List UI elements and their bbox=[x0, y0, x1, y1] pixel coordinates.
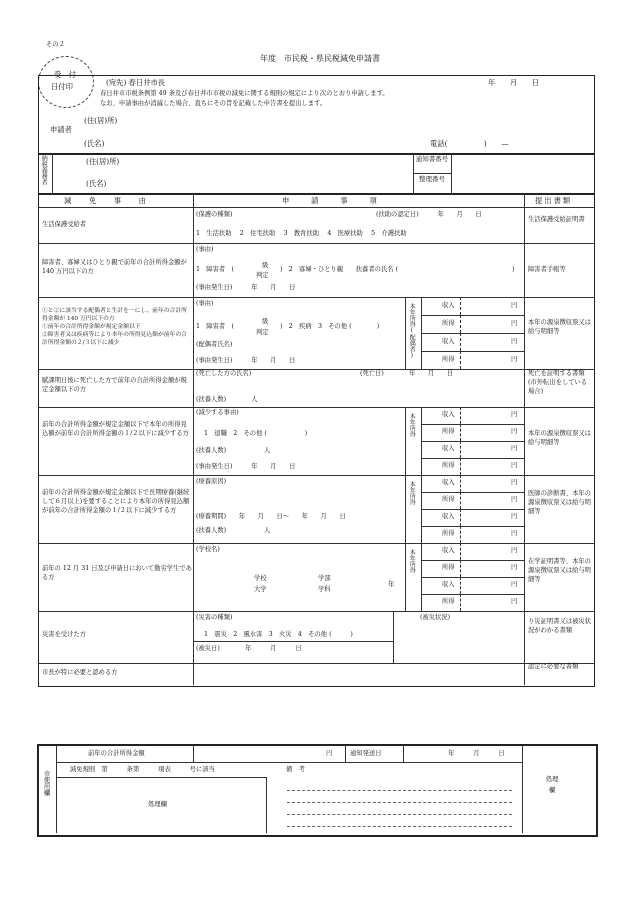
row6-docs: 医師の診断書、本年の源泉徴収票又は給与明細等 bbox=[528, 490, 591, 516]
row3-spouse-name: (配偶者氏名) bbox=[196, 341, 233, 348]
stamp-label-line1: 受 付 bbox=[54, 70, 76, 79]
yen-unit: 円 bbox=[511, 564, 518, 571]
row1-approval-date: (扶助の認定日) 年 月 日 bbox=[376, 211, 482, 218]
row2-docs: 障害者手帳等 bbox=[528, 266, 566, 273]
header-request: 申 請 事 項 bbox=[282, 196, 377, 205]
row8-damage-status: (被災状況) bbox=[420, 614, 451, 621]
addressee: (宛先) 春日井市長 bbox=[106, 78, 166, 87]
yen-unit: 円 bbox=[511, 513, 518, 520]
application-date: 年 月 日 bbox=[488, 78, 540, 87]
income-label: 収入 bbox=[442, 581, 455, 588]
earned-income-label: 所得 bbox=[442, 496, 455, 503]
income-label: 収入 bbox=[442, 479, 455, 486]
row8-options: 1 震災 2 風水害 3 火災 4 その他 ( ) bbox=[204, 631, 353, 638]
row6-reason: 前年の合計所得金額が規定金額以下で長期療養(継続して６月以上)を要することにより本年の所得見込額が前年の合計所得金額の１/２以下に減少する方 bbox=[42, 489, 190, 515]
yen-unit: 円 bbox=[511, 479, 518, 486]
earned-income-label: 所得 bbox=[442, 319, 455, 327]
row5-reason: 前年の合計所得金額が規定金額以下で本年の所得見込額が前年の合計所得金額の１/２以下に減少する方 bbox=[42, 421, 189, 438]
notice-date: 年 月 日 bbox=[448, 750, 505, 757]
row4-death-date: (死亡日) 年 月 日 bbox=[360, 370, 454, 377]
row2-reason: 障害者、寡婦又はひとり親で前年の合計所得金額が 140 万円以下の方 bbox=[42, 259, 187, 276]
row2-judgement: 判定 bbox=[256, 272, 269, 279]
taxpayer-name-label: (氏名) bbox=[86, 179, 107, 188]
row8-disaster-kind: (災害の種類) bbox=[196, 614, 233, 621]
notice-date-label: 通知発送日 bbox=[350, 750, 382, 757]
row3-reason-cond2: ②障害者又は疾病等により本年の所得見込額が前年の合計所得金額の２/３以下に減少 bbox=[42, 332, 187, 347]
processing-right-label: 処理欄 bbox=[545, 776, 559, 794]
income-label: 収入 bbox=[442, 411, 455, 418]
notice-number-label: 通知書番号 bbox=[415, 155, 449, 163]
intro-line-1: 春日井市市税条例第 49 条及び春日井市市税の減免に関する規則の規定により次のとおり申請します。 bbox=[100, 90, 389, 97]
reference-number-label: 整理番号 bbox=[419, 175, 445, 183]
row7-school: 学校 bbox=[254, 575, 267, 582]
row2-option-single: ) 2 寡婦・ひとり親 扶養者の氏名 ( bbox=[280, 266, 398, 273]
row7-faculty: 学部 bbox=[318, 575, 331, 582]
row1-docs: 生活保護受給証明書 bbox=[528, 216, 585, 223]
processing-label: 処理欄 bbox=[148, 801, 167, 808]
yen-unit: 円 bbox=[511, 337, 518, 345]
rule-reference: 減免規則 第 条第 項表 号に該当 bbox=[70, 766, 215, 773]
income-side-label: 本年所得 bbox=[408, 413, 416, 437]
row2-event-label: (事由) bbox=[196, 246, 214, 253]
row3-judgement: 判定 bbox=[256, 329, 269, 336]
row3-reason bbox=[42, 307, 192, 348]
applicant-phone: 電話( ) — bbox=[430, 139, 509, 148]
row5-docs: 本年の源泉徴収票又は給与明細等 bbox=[528, 430, 591, 447]
row7-docs: 在学証明書等、本年の源泉徴収票又は給与明細等 bbox=[528, 558, 591, 584]
taxpayer-address-label: (住(居)所) bbox=[86, 157, 120, 166]
row6-dependents: (扶養人数) 人 bbox=[196, 527, 271, 534]
row5-cause-label: (減少する事由) bbox=[196, 409, 239, 416]
header-reason: 減 免 事 由 bbox=[64, 196, 147, 205]
row7-school-label: (学校名) bbox=[196, 546, 220, 553]
row4-reason: 賦課期日後に死亡した方で前年の合計所得金額が規定金額以下の方 bbox=[42, 377, 187, 394]
row2-option-disabled: 1 障害者 ( bbox=[196, 266, 234, 273]
yen-unit: 円 bbox=[511, 355, 518, 363]
income-label: 収入 bbox=[442, 513, 455, 520]
yen-unit: 円 bbox=[511, 428, 518, 435]
income-side-label: 本年所得 bbox=[408, 549, 416, 573]
earned-income-label: 所得 bbox=[442, 564, 455, 571]
prev-income-label: 前年の合計所得金額 bbox=[88, 750, 145, 757]
taxpayer-label: 納税義務者 bbox=[40, 155, 48, 185]
income-side-label: 本年所得 bbox=[408, 481, 416, 505]
row8-reason: 災害を受けた方 bbox=[42, 631, 87, 638]
taxpayer-block bbox=[38, 153, 595, 195]
row7-reason: 前年の 12 月 31 日及び申請日において勤労学生である方 bbox=[42, 565, 192, 582]
intro-line-2: なお、申請事由が消滅した場合、直ちにその旨を記載した申告書を提出します。 bbox=[100, 100, 327, 107]
row3-occurrence-date: (事由発生日) 年 月 日 bbox=[196, 357, 296, 364]
header-docs: 提出書類 bbox=[535, 196, 573, 205]
applicant-block bbox=[38, 75, 595, 155]
row9-reason: 市長が特に必要と認める方 bbox=[42, 669, 118, 676]
yen-unit: 円 bbox=[511, 547, 518, 554]
yen-unit: 円 bbox=[511, 530, 518, 537]
income-label: 収入 bbox=[442, 337, 455, 345]
yen-unit: 円 bbox=[511, 301, 518, 309]
earned-income-label: 所得 bbox=[442, 530, 455, 537]
earned-income-label: 所得 bbox=[442, 462, 455, 469]
applicant-name-label: (氏名) bbox=[84, 139, 105, 148]
row4-dependents: (扶養人数) 人 bbox=[196, 396, 258, 403]
yen-unit: 円 bbox=[511, 462, 518, 469]
row3-docs: 本年の源泉徴収票又は給与明細等 bbox=[528, 319, 591, 336]
yen-unit: 円 bbox=[511, 445, 518, 452]
income-side-label: 本年所得(配偶者) bbox=[408, 303, 416, 359]
row4-docs: 死亡を証明する書類(市外転出をしている場合) bbox=[528, 370, 588, 396]
row7-department: 学科 bbox=[318, 586, 331, 593]
row7-grade: 年 bbox=[388, 581, 395, 588]
form-title: 年度 市民税・県民税減免申請書 bbox=[260, 54, 380, 63]
row7-university: 大学 bbox=[254, 586, 267, 593]
row3-grade: 級 bbox=[262, 318, 269, 325]
earned-income-label: 所得 bbox=[442, 428, 455, 435]
row5-options: 1 退職 2 その他 ( ) bbox=[204, 430, 308, 437]
income-label: 収入 bbox=[442, 301, 455, 309]
earned-income-label: 所得 bbox=[442, 598, 455, 605]
row4-deceased-name: (死亡した方の氏名) bbox=[196, 370, 252, 377]
prev-income-yen: 円 bbox=[326, 750, 333, 757]
row9-docs: 認定に必要な書類 bbox=[528, 663, 579, 670]
stamp-label-line2: 日付印 bbox=[51, 82, 73, 91]
row5-occurrence-date: (事由発生日) 年 月 日 bbox=[196, 463, 296, 470]
yen-unit: 円 bbox=[511, 411, 518, 418]
row2-close-paren: ) bbox=[512, 266, 515, 273]
row1-options: 1 生活扶助 2 住宅扶助 3 教育扶助 4 医療扶助 5 介護扶助 bbox=[196, 230, 407, 237]
row6-period: (療養期間) 年 月 日〜 年 月 日 bbox=[196, 513, 346, 520]
row6-cause-label: (療養原因) bbox=[196, 478, 227, 485]
row3-reason-cond1: ①前年の合計所得金額が規定金額以下 bbox=[42, 324, 141, 331]
row3-reason-main: ①と②に該当する配偶者と生計を一にし、前年の合計所得金額が 140 万円以下の方 bbox=[42, 308, 187, 323]
row2-occurrence-date: (事由発生日) 年 月 日 bbox=[196, 284, 296, 291]
applicant-address-label: (住(居)所) bbox=[84, 116, 118, 125]
row3-event-label: (事由) bbox=[196, 300, 214, 307]
earned-income-label: 所得 bbox=[442, 355, 455, 363]
row8-disaster-date: (被災日) 年 月 日 bbox=[196, 645, 302, 652]
memo-label: 備 考 bbox=[286, 766, 305, 773]
row1-protection-kind: (保護の種類) bbox=[196, 211, 233, 218]
income-label: 収入 bbox=[442, 547, 455, 554]
row2-grade: 級 bbox=[262, 262, 269, 269]
income-label: 収入 bbox=[442, 445, 455, 452]
yen-unit: 円 bbox=[511, 319, 518, 327]
office-use-label: 市使用欄 bbox=[42, 770, 51, 796]
yen-unit: 円 bbox=[511, 598, 518, 605]
form-variant-label: その２ bbox=[46, 41, 65, 48]
row3-option-illness: ) 2 疾病 3 その他 ( ) bbox=[280, 323, 380, 330]
yen-unit: 円 bbox=[511, 496, 518, 503]
row1-reason: 生活保護受給者 bbox=[42, 221, 87, 228]
row5-dependents: (扶養人数) 人 bbox=[196, 447, 271, 454]
row8-docs: り災証明書又は被災状況がわかる書類 bbox=[528, 618, 591, 635]
yen-unit: 円 bbox=[511, 581, 518, 588]
row3-option-disabled: 1 障害者 ( bbox=[196, 323, 234, 330]
applicant-label: 申請者 bbox=[50, 125, 72, 134]
